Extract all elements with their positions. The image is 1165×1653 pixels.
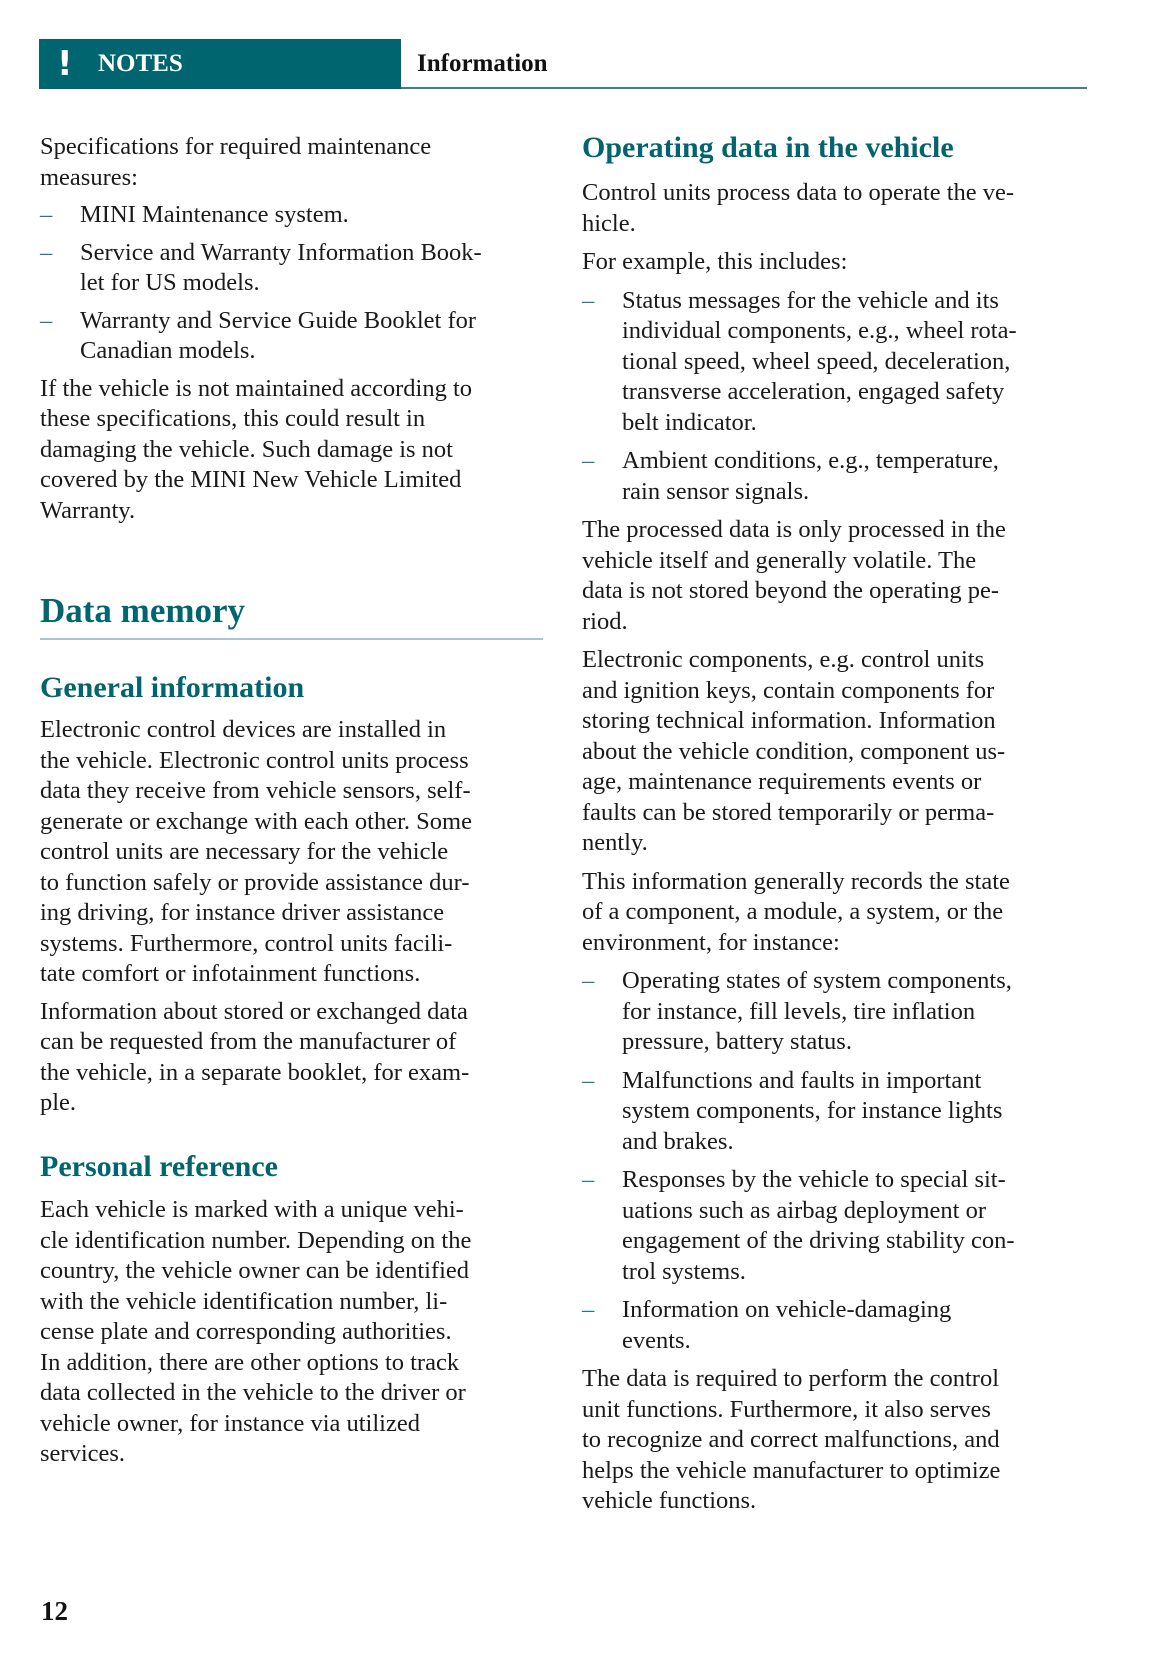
paragraph: For example, this includes: — [582, 248, 848, 275]
paragraph: Information about stored or exchanged data can be requested from the manufacturer of the vehicle, in a separate booklet, for exam- ple. — [40, 997, 470, 1116]
bullet-dash-icon: – — [582, 1066, 595, 1094]
list-item — [582, 1295, 1092, 1356]
list-item — [40, 306, 550, 367]
bullet-dash-icon: – — [40, 201, 53, 228]
paragraph: Electronic control devices are installed in the vehicle. Electronic control units process data they receive from vehicle sensors, self- generate or exchange with each other. Some control units are necessary for the vehicle to function safely or provide assistance dur- ing driving, for instance driver assistance systems. Furthermore, control units facili- tate comfort or infotainment functions. — [40, 716, 472, 987]
maintenance-intro — [40, 132, 550, 526]
list-item — [40, 238, 550, 299]
section-rule — [40, 638, 543, 640]
bullet-dash-icon: – — [582, 1296, 595, 1323]
list-item-text: Service and Warranty Information Book- let for US models. — [80, 238, 482, 296]
paragraph: The processed data is only processed in the vehicle itself and generally volatile. The data is not stored beyond the operating pe- riod. — [582, 516, 1006, 635]
list-item-text: Malfunctions and faults in important system components, for instance lights and brakes. — [622, 1066, 1003, 1155]
list-item-text: Ambient conditions, e.g., temperature, rain sensor signals. — [622, 447, 999, 505]
paragraph: If the vehicle is not maintained according to these specifications, this could result in damaging the vehicle. Such damage is not covered by the MINI New Vehicle Limited Warranty. — [40, 374, 473, 524]
bullet-dash-icon: – — [582, 967, 595, 994]
list-item-text: Responses by the vehicle to special sit- uations such as airbag deployment or engagement of the driving stability con- trol systems. — [622, 1166, 1015, 1285]
list-item — [582, 966, 1092, 1058]
bullet-dash-icon: – — [582, 286, 595, 314]
list-item-text: MINI Maintenance system. — [80, 201, 349, 228]
paragraph: Control units process data to operate the ve- hicle. — [582, 179, 1015, 237]
notes-tab — [39, 39, 401, 89]
list-item — [582, 286, 1092, 439]
notes-label: NOTES — [98, 50, 183, 77]
bullet-dash-icon: – — [582, 447, 595, 474]
header-rule — [401, 87, 1087, 89]
paragraph: Each vehicle is marked with a unique vehi- cle identification number. Depending on the country, the vehicle owner can be identified with the vehicle identification number, li- cense plate and corresponding authorities. In addition, there are other options to track data collected in the vehicle to the driver or vehicle owner, for instance via utilized services. — [40, 1196, 472, 1467]
exclamation-icon: ! — [57, 44, 73, 84]
heading-general-information: General information — [40, 671, 305, 704]
bullet-dash-icon: – — [40, 306, 53, 334]
page-number: 12 — [41, 1596, 68, 1626]
list-item-text: Warranty and Service Guide Booklet for Canadian models. — [80, 306, 477, 364]
list-item — [40, 200, 550, 231]
operating-data-body — [582, 178, 1092, 1517]
bullet-dash-icon: – — [582, 1166, 595, 1193]
list-item — [582, 1165, 1092, 1287]
paragraph: The data is required to perform the control unit functions. Furthermore, it also serves to recognize and correct malfunctions, and helps the vehicle manufacturer to optimize vehicle functions. — [582, 1365, 1001, 1514]
bullet-dash-icon: – — [40, 238, 53, 266]
section-header: Information — [417, 50, 548, 77]
personal-reference-body — [40, 1195, 550, 1470]
paragraph: Specifications for required maintenance measures: — [40, 133, 432, 191]
list-item-text: Operating states of system components, for instance, fill levels, tire inflation pressure, battery status. — [622, 967, 1012, 1055]
paragraph: Electronic components, e.g. control units and ignition keys, contain components for storing technical information. Information about the vehicle condition, component us- age, maintenance requirements events or faults can be stored temporarily or perma- nently. — [582, 646, 1006, 856]
list-item — [582, 446, 1092, 507]
section-title-data-memory: Data memory — [40, 591, 246, 630]
list-item-text: Status messages for the vehicle and its individual components, e.g., wheel rota- tional speed, wheel speed, deceleration, transverse acceleration, engaged safety belt indicator. — [622, 286, 1017, 436]
list-item-text: Information on vehicle-damaging events. — [622, 1296, 952, 1354]
general-information-body — [40, 715, 550, 1119]
paragraph: This information generally records the state of a component, a module, a system, or the environment, for instance: — [582, 867, 1010, 956]
heading-operating-data: Operating data in the vehicle — [582, 131, 954, 164]
list-item — [582, 1066, 1092, 1158]
heading-personal-reference: Personal reference — [40, 1150, 278, 1183]
